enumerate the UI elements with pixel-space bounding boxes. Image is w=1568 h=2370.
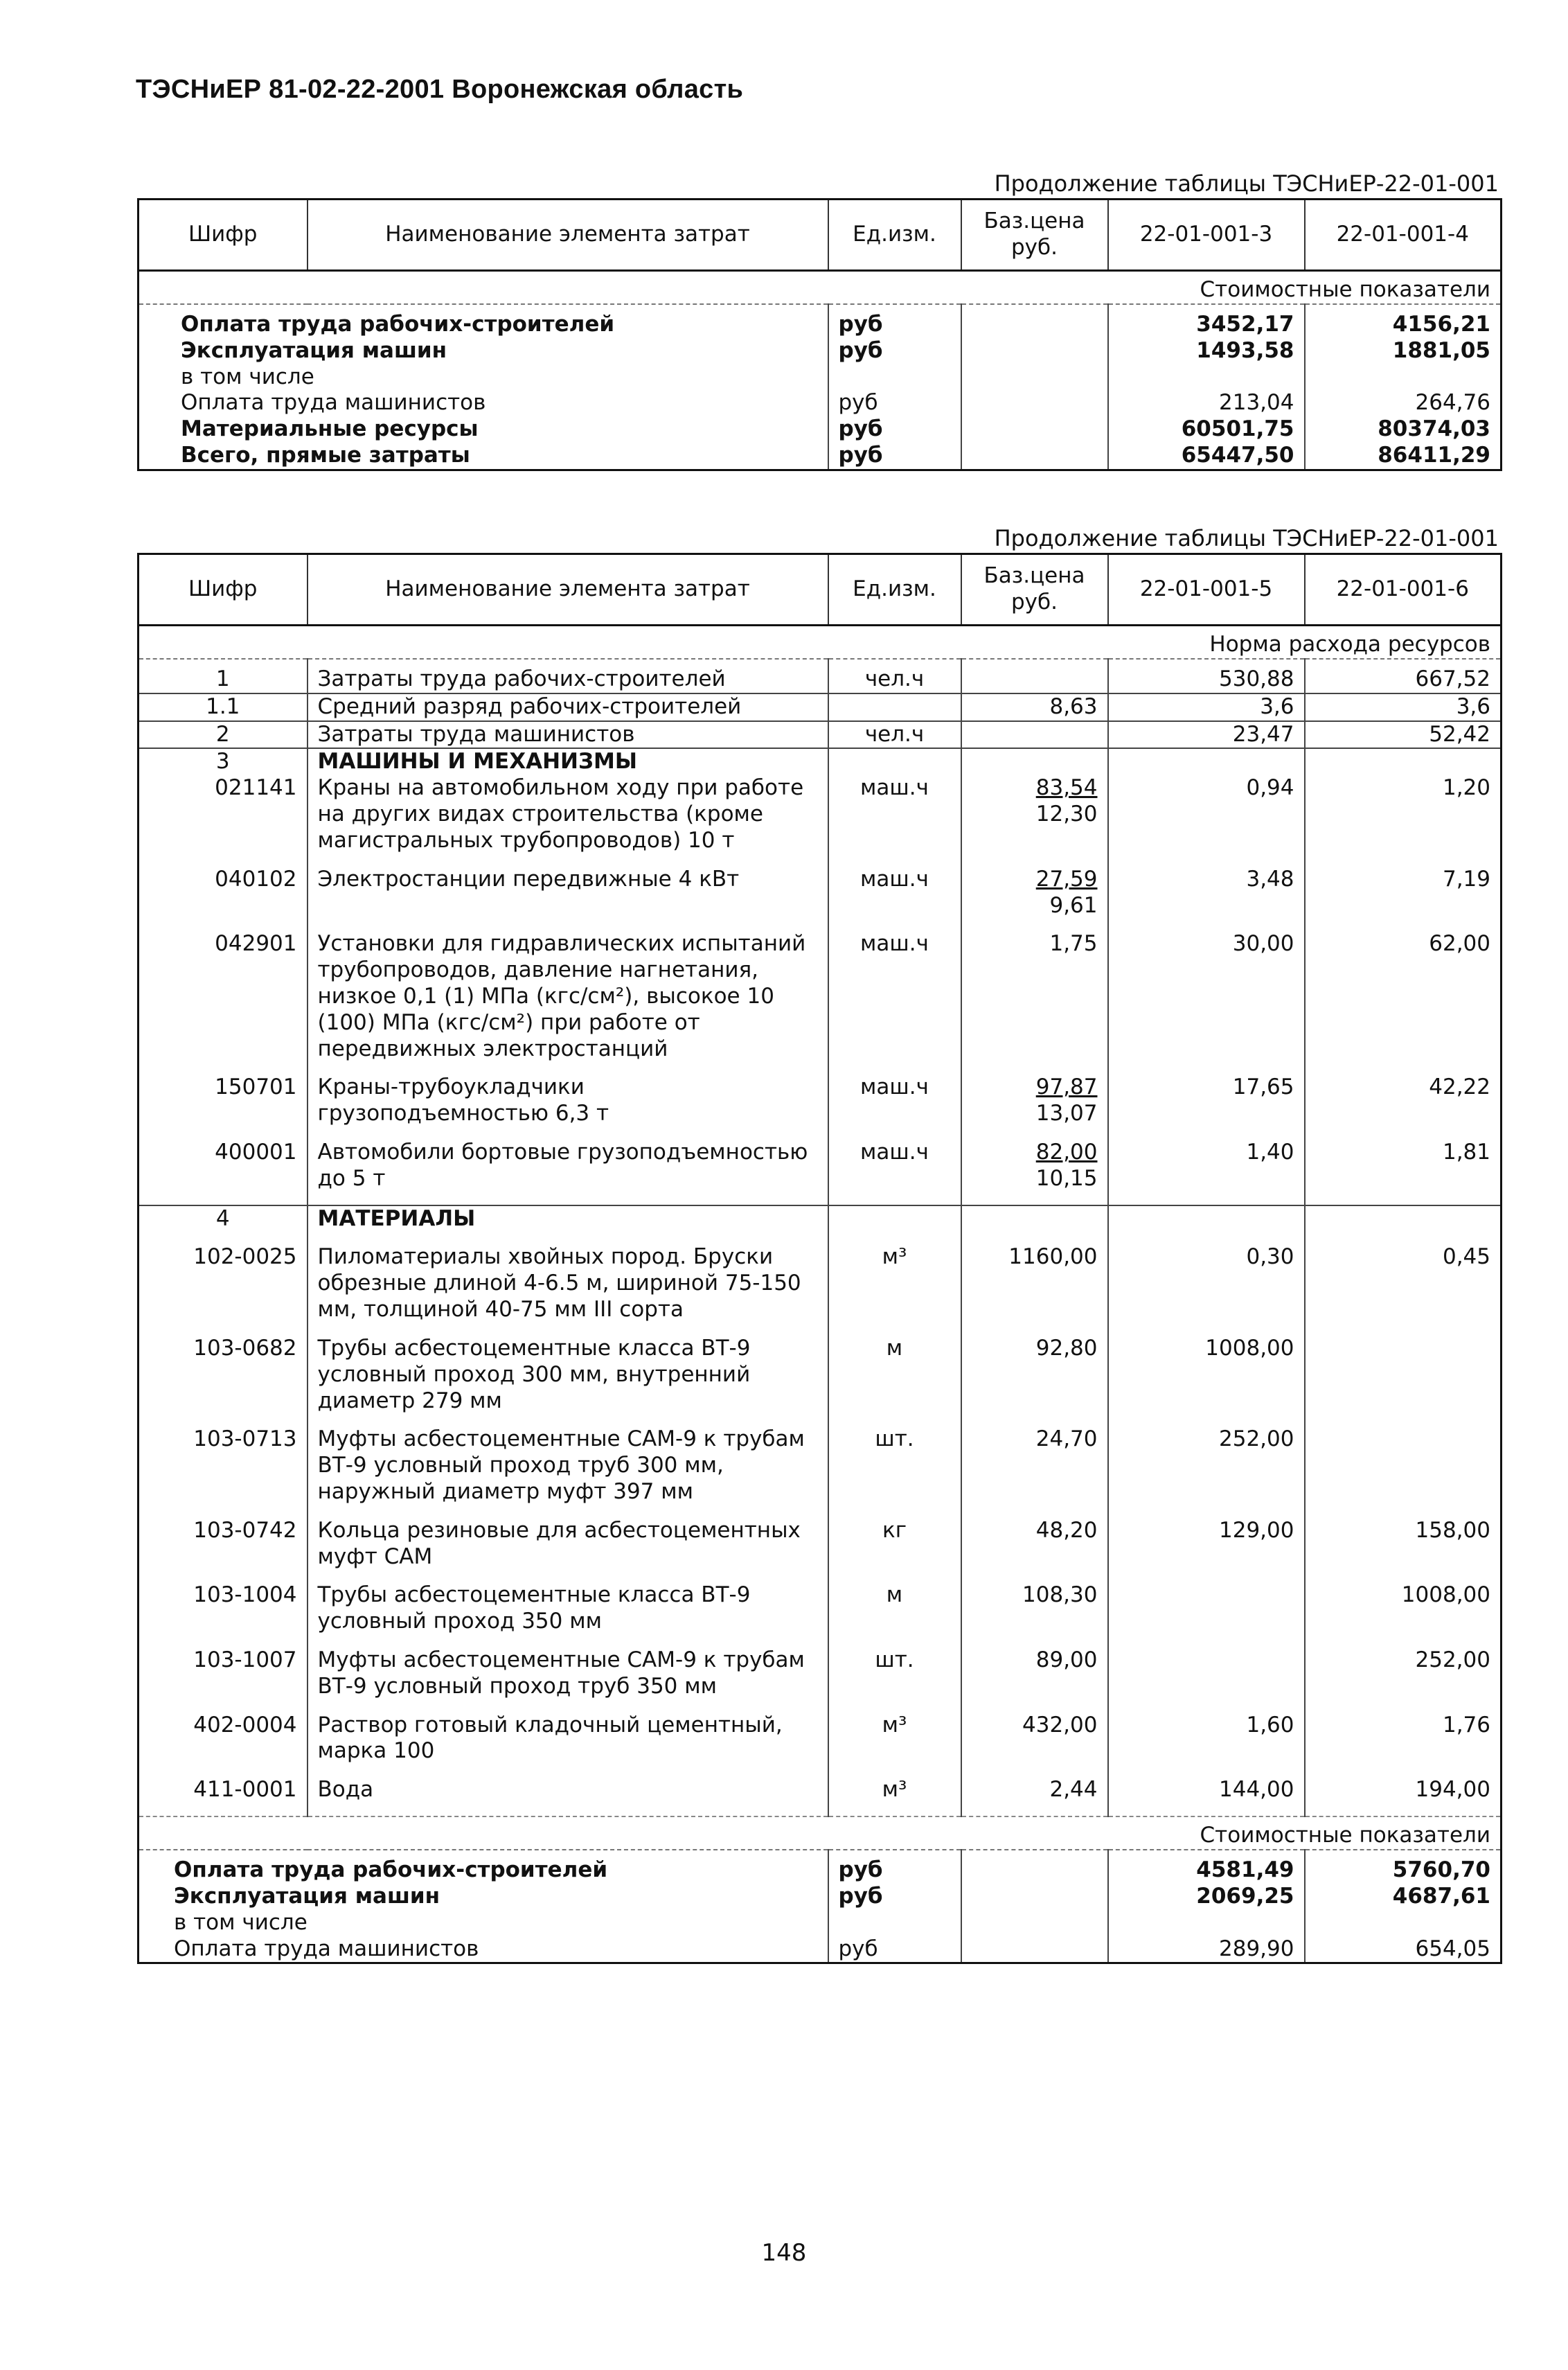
table1	[137, 198, 1502, 471]
table1-section-row	[139, 271, 1502, 305]
resource-name: Электростанции передвижные 4 кВт	[308, 867, 828, 932]
unit: чел.ч	[828, 659, 961, 693]
resource-name: Кольца резиновые для асбестоцементных муфт САМ	[308, 1518, 828, 1583]
unit: кг	[828, 1518, 961, 1583]
base-price	[961, 659, 1108, 693]
base-price	[961, 338, 1108, 364]
unit: м	[828, 1582, 961, 1647]
resource-name: МАТЕРИАЛЫ	[308, 1205, 828, 1245]
table1-continuation-label: Продолжение таблицы ТЭСНиЕР-22-01-001	[994, 170, 1499, 197]
unit: м³	[828, 1777, 961, 1816]
resource-name: Затраты труда машинистов	[308, 721, 828, 749]
unit	[828, 1910, 961, 1936]
header-base-price: Баз.цена руб.	[961, 554, 1108, 626]
resource-code: 1	[215, 666, 230, 691]
value-col-b: 1,81	[1305, 1140, 1502, 1205]
table-row	[139, 1647, 1502, 1713]
header-col-a: 22-01-001-5	[1108, 554, 1305, 626]
value-col-b	[1305, 1205, 1502, 1245]
resource-code: 103-0682	[193, 1335, 297, 1361]
table-row	[139, 693, 1502, 721]
base-price-total: 92,80	[1035, 1335, 1098, 1361]
base-price	[961, 1884, 1108, 1910]
value-col-b: 264,76	[1305, 390, 1502, 416]
table-row	[139, 1518, 1502, 1583]
value-col-a	[1108, 1582, 1305, 1647]
base-price-wage: 9,61	[1049, 892, 1098, 918]
base-price	[961, 1647, 1108, 1713]
header-col-b: 22-01-001-6	[1305, 554, 1502, 626]
cost-item-name: Материальные ресурсы	[181, 416, 479, 442]
cost-item-name: в том числе	[181, 364, 314, 389]
value-col-a: 3,6	[1108, 693, 1305, 721]
base-price-total: 89,00	[1035, 1647, 1098, 1672]
base-price	[961, 931, 1108, 1075]
table-row	[139, 1884, 1502, 1910]
value-col-a	[1108, 1205, 1305, 1245]
value-col-a: 1493,58	[1108, 338, 1305, 364]
unit: шт.	[828, 1647, 961, 1713]
document-title: ТЭСНиЕР 81-02-22-2001 Воронежская область	[136, 75, 744, 104]
value-col-b: 252,00	[1305, 1647, 1502, 1713]
table-row	[139, 390, 1502, 416]
unit	[828, 693, 961, 721]
value-col-b: 62,00	[1305, 931, 1502, 1075]
table-row	[139, 1336, 1502, 1426]
resource-code: 103-0713	[193, 1426, 297, 1452]
cost-item-name: Всего, прямые затраты	[181, 443, 470, 468]
table2-header-row	[139, 554, 1502, 626]
value-col-a: 3,48	[1108, 867, 1305, 932]
header-code: Шифр	[139, 554, 308, 626]
value-col-a: 30,00	[1108, 931, 1305, 1075]
base-price	[961, 1910, 1108, 1936]
value-col-b: 5760,70	[1305, 1850, 1502, 1884]
base-price-total: 8,63	[1049, 693, 1098, 719]
resource-name: Затраты труда рабочих-строителей	[308, 659, 828, 693]
table-row	[139, 443, 1502, 470]
value-col-a: 144,00	[1108, 1777, 1305, 1816]
base-price	[961, 443, 1108, 470]
resource-name: Муфты асбестоцементные САМ-9 к трубам ВТ-9 условный проход труб 300 мм, наружный диаметр муфт 397 мм	[308, 1426, 828, 1517]
cost-item-name: Оплата труда машинистов	[181, 390, 486, 416]
base-price-wage: 13,07	[1035, 1101, 1098, 1126]
cost-item-name: Эксплуатация машин	[181, 337, 447, 363]
unit: руб	[828, 338, 961, 364]
value-col-b: 86411,29	[1305, 443, 1502, 470]
unit	[828, 1205, 961, 1245]
value-col-a: 1,60	[1108, 1713, 1305, 1778]
table-row	[139, 1140, 1502, 1205]
table-row	[139, 775, 1502, 866]
value-col-a: 2069,25	[1108, 1884, 1305, 1910]
value-col-a	[1108, 1910, 1305, 1936]
table-row	[139, 867, 1502, 932]
value-col-a: 213,04	[1108, 390, 1305, 416]
value-col-a: 23,47	[1108, 721, 1305, 749]
value-col-b: 52,42	[1305, 721, 1502, 749]
table-row	[139, 338, 1502, 364]
header-base-price: Баз.цена руб.	[961, 200, 1108, 271]
base-price	[961, 364, 1108, 391]
value-col-b: 1,76	[1305, 1713, 1502, 1778]
unit: м³	[828, 1713, 961, 1778]
resource-code: 040102	[215, 866, 297, 892]
value-col-b: 667,52	[1305, 659, 1502, 693]
cost-item-name: в том числе	[174, 1909, 308, 1935]
table-row	[139, 1075, 1502, 1140]
base-price	[961, 304, 1108, 338]
value-col-a	[1108, 748, 1305, 775]
base-price	[961, 416, 1108, 443]
value-col-a: 289,90	[1108, 1936, 1305, 1963]
resource-name: МАШИНЫ И МЕХАНИЗМЫ	[308, 748, 828, 775]
unit	[828, 748, 961, 775]
base-price-total: 48,20	[1035, 1517, 1098, 1543]
value-col-a: 65447,50	[1108, 443, 1305, 470]
value-col-a: 0,94	[1108, 775, 1305, 866]
unit: маш.ч	[828, 867, 961, 932]
unit: руб	[828, 304, 961, 338]
base-price	[961, 1205, 1108, 1245]
value-col-b: 194,00	[1305, 1777, 1502, 1816]
table-row	[139, 1777, 1502, 1816]
base-price	[961, 1426, 1108, 1517]
base-price-total: 108,30	[1022, 1582, 1098, 1608]
value-col-b	[1305, 1426, 1502, 1517]
resource-name: Трубы асбестоцементные класса ВТ-9 условный проход 300 мм, внутренний диаметр 279 мм	[308, 1336, 828, 1426]
table-row	[139, 304, 1502, 338]
value-col-b	[1305, 364, 1502, 391]
table-row	[139, 659, 1502, 693]
cost-item-name: Эксплуатация машин	[174, 1883, 440, 1909]
value-col-b: 0,45	[1305, 1244, 1502, 1335]
value-col-a: 60501,75	[1108, 416, 1305, 443]
unit: маш.ч	[828, 931, 961, 1075]
cost-item-name: Оплата труда рабочих-строителей	[174, 1857, 608, 1883]
value-col-b: 80374,03	[1305, 416, 1502, 443]
value-col-b	[1305, 1910, 1502, 1936]
value-col-b: 3,6	[1305, 693, 1502, 721]
resource-code: 2	[139, 721, 308, 749]
table-row	[139, 721, 1502, 749]
header-unit: Ед.изм.	[828, 200, 961, 271]
base-price-total: 1,75	[1049, 931, 1098, 957]
unit: руб	[828, 1936, 961, 1963]
table-row	[139, 931, 1502, 1075]
unit: маш.ч	[828, 775, 961, 866]
header-col-a: 22-01-001-3	[1108, 200, 1305, 271]
base-price	[961, 693, 1108, 721]
resource-code: 102-0025	[193, 1244, 297, 1270]
base-price	[961, 1336, 1108, 1426]
base-price-wage: 12,30	[1035, 802, 1098, 827]
resource-code: 3	[139, 748, 308, 775]
base-price-total: 27,59	[1035, 866, 1098, 892]
header-name: Наименование элемента затрат	[308, 554, 828, 626]
resource-code: 103-1007	[193, 1647, 297, 1672]
table1-body	[139, 304, 1502, 470]
value-col-a: 3452,17	[1108, 304, 1305, 338]
base-price-total: 83,54	[1035, 775, 1098, 801]
page-number: 148	[761, 2239, 807, 2267]
resource-code: 411-0001	[193, 1777, 297, 1803]
unit	[828, 364, 961, 391]
resource-name: Раствор готовый кладочный цементный, марка 100	[308, 1713, 828, 1778]
value-col-a: 1,40	[1108, 1140, 1305, 1205]
cost-item-name: Оплата труда машинистов	[174, 1936, 479, 1961]
unit: чел.ч	[828, 721, 961, 749]
base-price-total: 432,00	[1022, 1712, 1098, 1737]
value-col-b: 4156,21	[1305, 304, 1502, 338]
table2-section-costs	[139, 1816, 1502, 1850]
base-price-total: 24,70	[1035, 1426, 1098, 1452]
value-col-b: 42,22	[1305, 1075, 1502, 1140]
resource-code: 4	[139, 1205, 308, 1245]
value-col-b: 1008,00	[1305, 1582, 1502, 1647]
resource-name: Средний разряд рабочих-строителей	[308, 693, 828, 721]
section-label: Стоимостные показатели	[139, 271, 1502, 305]
value-col-a: 1008,00	[1108, 1336, 1305, 1426]
base-price-total: 82,00	[1035, 1140, 1098, 1165]
base-price	[961, 1713, 1108, 1778]
table-row	[139, 1426, 1502, 1517]
header-code: Шифр	[139, 200, 308, 271]
resource-name: Установки для гидравлических испытаний трубопроводов, давление нагнетания, низкое 0,1 (1) МПа (кгс/см²), высокое 10 (100) МПа (кгс/см²) при работе от передвижных электростанций	[308, 931, 828, 1075]
base-price-wage: 10,15	[1035, 1165, 1098, 1191]
base-price	[961, 1075, 1108, 1140]
resource-code: 021141	[215, 775, 297, 801]
table2	[137, 553, 1502, 1964]
value-col-a: 530,88	[1108, 659, 1305, 693]
table-row	[139, 748, 1502, 775]
base-price	[961, 1777, 1108, 1816]
base-price	[961, 1518, 1108, 1583]
value-col-a	[1108, 1647, 1305, 1713]
unit: м	[828, 1336, 961, 1426]
table2-totals	[139, 1850, 1502, 1963]
base-price	[961, 748, 1108, 775]
resource-name: Трубы асбестоцементные класса ВТ-9 условный проход 350 мм	[308, 1582, 828, 1647]
unit: руб	[828, 390, 961, 416]
base-price	[961, 867, 1108, 932]
value-col-b: 4687,61	[1305, 1884, 1502, 1910]
resource-code: 1.1	[139, 693, 308, 721]
resource-code: 402-0004	[193, 1712, 297, 1737]
base-price-total: 2,44	[1049, 1777, 1098, 1803]
resource-name: Вода	[308, 1777, 828, 1816]
header-col-b: 22-01-001-4	[1305, 200, 1502, 271]
base-price	[961, 1850, 1108, 1884]
value-col-b: 654,05	[1305, 1936, 1502, 1963]
base-price	[961, 721, 1108, 749]
header-unit: Ед.изм.	[828, 554, 961, 626]
value-col-b	[1305, 748, 1502, 775]
resource-name: Муфты асбестоцементные САМ-9 к трубам ВТ-9 условный проход труб 350 мм	[308, 1647, 828, 1713]
table-row	[139, 1936, 1502, 1963]
section-label: Норма расхода ресурсов	[139, 626, 1502, 660]
resource-code: 042901	[215, 931, 297, 957]
table2-body	[139, 659, 1502, 1816]
cost-item-name: Оплата труда рабочих-строителей	[181, 312, 615, 337]
unit: м³	[828, 1244, 961, 1335]
value-col-a	[1108, 364, 1305, 391]
base-price	[961, 1244, 1108, 1335]
unit: шт.	[828, 1426, 961, 1517]
resource-code: 103-0742	[193, 1517, 297, 1543]
base-price	[961, 1140, 1108, 1205]
header-name: Наименование элемента затрат	[308, 200, 828, 271]
unit: руб	[828, 1850, 961, 1884]
resource-name: Автомобили бортовые грузоподъемностью до 5 т	[308, 1140, 828, 1205]
value-col-a: 4581,49	[1108, 1850, 1305, 1884]
table-row	[139, 1850, 1502, 1884]
value-col-b: 1,20	[1305, 775, 1502, 866]
base-price	[961, 775, 1108, 866]
unit: руб	[828, 1884, 961, 1910]
resource-code: 400001	[215, 1140, 297, 1165]
base-price-total: 1160,00	[1008, 1244, 1098, 1270]
unit: маш.ч	[828, 1075, 961, 1140]
table-row	[139, 1205, 1502, 1245]
table1-header-row	[139, 200, 1502, 271]
value-col-a: 252,00	[1108, 1426, 1305, 1517]
value-col-b	[1305, 1336, 1502, 1426]
table-row	[139, 1713, 1502, 1778]
table-row	[139, 1910, 1502, 1936]
base-price	[961, 1582, 1108, 1647]
unit: руб	[828, 443, 961, 470]
resource-code: 150701	[215, 1075, 297, 1100]
section-label: Стоимостные показатели	[139, 1816, 1502, 1850]
base-price-total: 97,87	[1035, 1075, 1098, 1100]
table-row	[139, 1244, 1502, 1335]
value-col-a: 17,65	[1108, 1075, 1305, 1140]
base-price	[961, 390, 1108, 416]
value-col-a: 129,00	[1108, 1518, 1305, 1583]
resource-name: Краны на автомобильном ходу при работе на других видах строительства (кроме магистральных трубопроводов) 10 т	[308, 775, 828, 866]
resource-name: Пиломатериалы хвойных пород. Бруски обрезные длиной 4-6.5 м, шириной 75-150 мм, толщиной 40-75 мм III сорта	[308, 1244, 828, 1335]
table-row	[139, 416, 1502, 443]
value-col-b: 7,19	[1305, 867, 1502, 932]
unit: маш.ч	[828, 1140, 961, 1205]
table-row	[139, 1582, 1502, 1647]
value-col-b: 1881,05	[1305, 338, 1502, 364]
resource-name: Краны-трубоукладчики грузоподъемностью 6,3 т	[308, 1075, 828, 1140]
table2-continuation-label: Продолжение таблицы ТЭСНиЕР-22-01-001	[994, 525, 1499, 551]
table2-section-norms	[139, 626, 1502, 660]
table-row	[139, 364, 1502, 391]
value-col-b: 158,00	[1305, 1518, 1502, 1583]
base-price	[961, 1936, 1108, 1963]
value-col-a: 0,30	[1108, 1244, 1305, 1335]
unit: руб	[828, 416, 961, 443]
resource-code: 103-1004	[193, 1582, 297, 1608]
